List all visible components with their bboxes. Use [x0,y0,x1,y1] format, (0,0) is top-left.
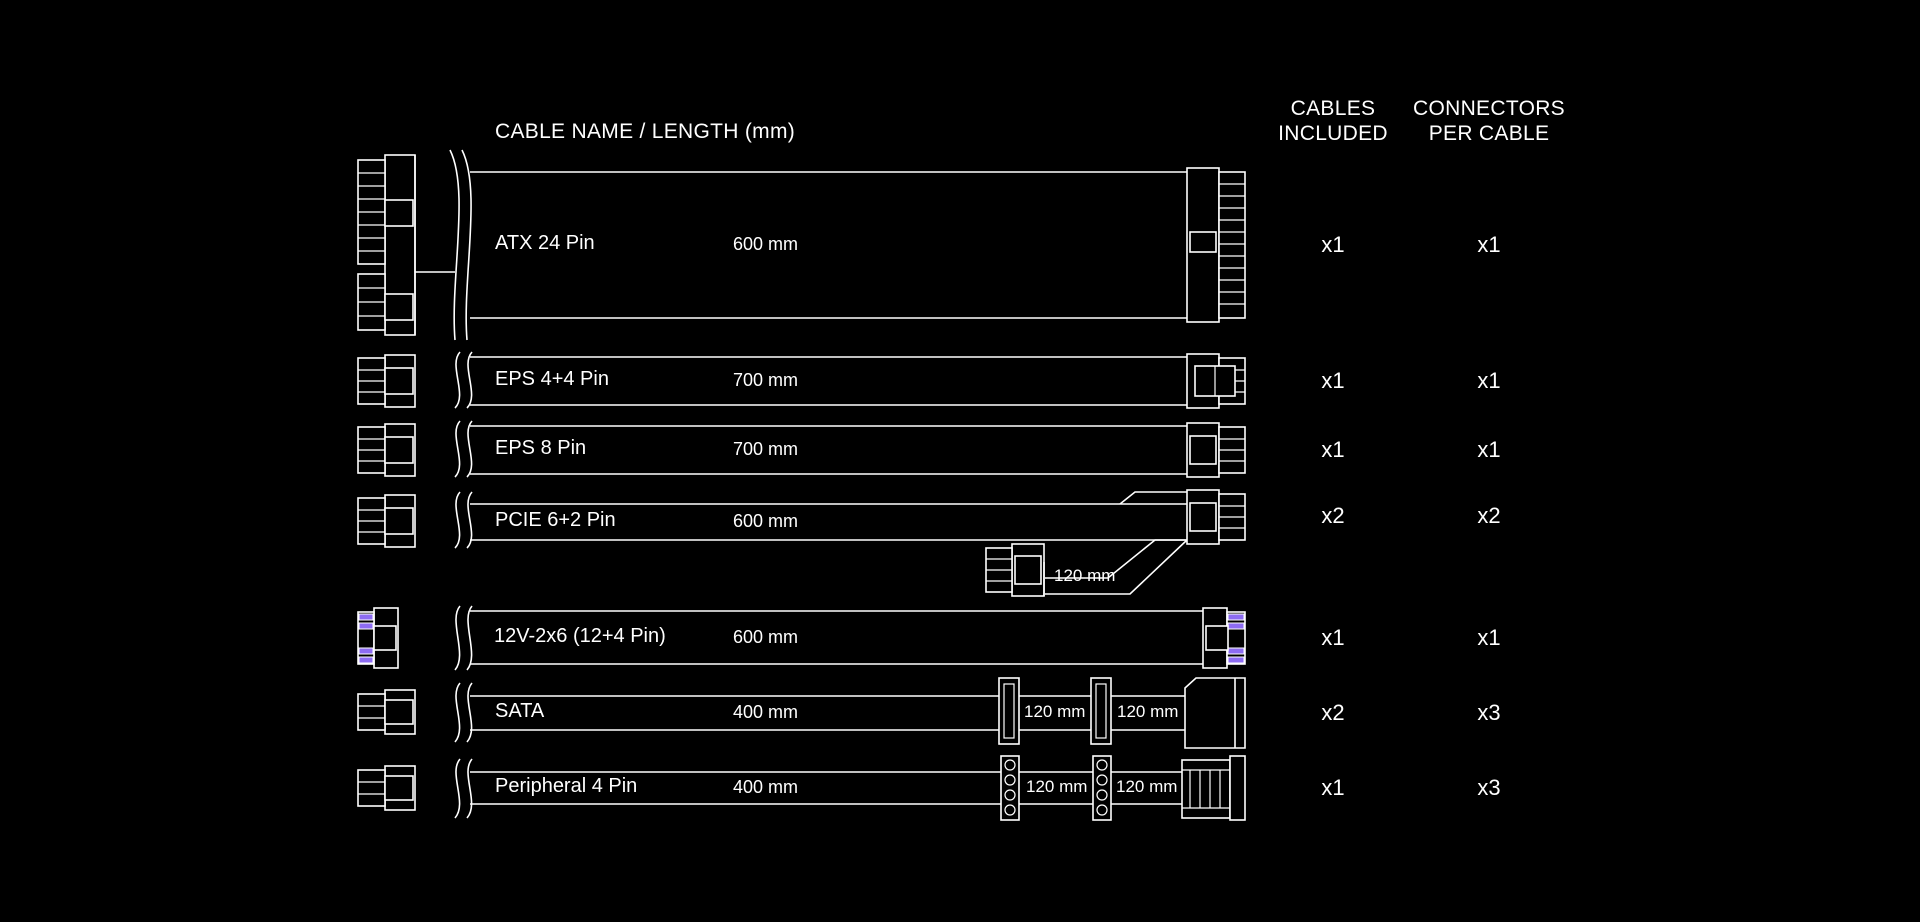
molex-inline-connector-2-icon [1093,756,1111,820]
sata-left-connector-icon [358,690,415,734]
sata-cable-drawing [358,678,1245,748]
cable-name-peripheral-4-pin: Peripheral 4 Pin [495,775,638,797]
peripheral-segment-2-length: 120 mm [1116,777,1178,796]
eps8-left-connector-icon [358,424,415,476]
cables-included-header-line2: INCLUDED [1278,122,1388,145]
sata-segment-2-length: 120 mm [1117,702,1179,721]
pcie-left-connector-icon [358,495,415,547]
sata-end-connector-icon [1185,678,1245,748]
cable-name-sata: SATA [495,700,545,722]
cables-included-eps-8-pin: x1 [1321,437,1345,462]
cable-name-atx-24-pin: ATX 24 Pin [495,232,595,254]
12v-left-connector-icon [358,608,398,668]
cable-name-12v-2x6: 12V-2x6 (12+4 Pin) [494,625,666,647]
sata-inline-connector-1-icon [999,678,1019,744]
atx-right-connector-icon [1187,168,1245,322]
cables-included-sata: x2 [1321,700,1345,725]
atx-left-connector-icon [358,155,455,335]
connectors-per-cable-sata: x3 [1477,700,1501,725]
eps-4-4-pin-cable-drawing [358,352,1245,408]
pcie-right-connector-icon [1187,490,1245,544]
eps8-right-connector-icon [1187,423,1245,477]
peripheral-segment-1-length: 120 mm [1026,777,1088,796]
connectors-per-cable-header [1409,96,1569,146]
cables-included-pcie-6-2-pin: x2 [1321,503,1345,528]
connectors-per-cable-eps-4-4-pin: x1 [1477,368,1501,393]
cable-length-sata: 400 mm [733,702,799,722]
connectors-header-line1: CONNECTORS [1413,97,1565,120]
cables-included-header [1253,96,1413,146]
peripheral-left-connector-icon [358,766,415,810]
peripheral-4-pin-cable-drawing [358,756,1245,820]
sata-segment-1-length: 120 mm [1024,702,1086,721]
12v-right-connector-icon [1203,608,1245,668]
atx-24-pin-cable-drawing [358,150,1245,340]
cable-length-12v-2x6: 600 mm [733,627,799,647]
cables-included-eps-4-4-pin: x1 [1321,368,1345,393]
connectors-per-cable-peripheral-4-pin: x3 [1477,775,1501,800]
molex-end-connector-icon [1182,756,1245,820]
cable-length-peripheral-4-pin: 400 mm [733,777,799,797]
cables-included-atx-24-pin: x1 [1321,232,1345,257]
12v-2x6-cable-drawing [358,606,1245,670]
connectors-per-cable-pcie-6-2-pin: x2 [1477,503,1501,528]
molex-inline-connector-1-icon [1001,756,1019,820]
connectors-per-cable-12v-2x6: x1 [1477,625,1501,650]
eps44-left-connector-icon [358,355,415,407]
cables-included-12v-2x6: x1 [1321,625,1345,650]
cables-included-header-line1: CABLES [1290,97,1376,120]
cable-name-length-header: CABLE NAME / LENGTH (mm) [495,120,796,143]
connectors-per-cable-atx-24-pin: x1 [1477,232,1501,257]
cable-name-eps-8-pin: EPS 8 Pin [495,437,587,459]
pcie-branch-length: 120 mm [1054,566,1116,585]
cables-included-peripheral-4-pin: x1 [1321,775,1345,800]
cable-length-atx-24-pin: 600 mm [733,234,799,254]
cable-length-eps-8-pin: 700 mm [733,439,799,459]
eps44-right-connector-icon [1187,354,1245,408]
connectors-per-cable-eps-8-pin: x1 [1477,437,1501,462]
connectors-header-line2: PER CABLE [1428,122,1550,145]
eps-8-pin-cable-drawing [358,421,1245,477]
sata-inline-connector-2-icon [1091,678,1111,744]
cable-length-pcie-6-2-pin: 600 mm [733,511,799,531]
cable-name-pcie-6-2-pin: PCIE 6+2 Pin [495,509,616,531]
cable-length-eps-4-4-pin: 700 mm [733,370,799,390]
pcie-branch-connector-icon [986,544,1044,596]
cable-name-eps-4-4-pin: EPS 4+4 Pin [495,368,609,390]
